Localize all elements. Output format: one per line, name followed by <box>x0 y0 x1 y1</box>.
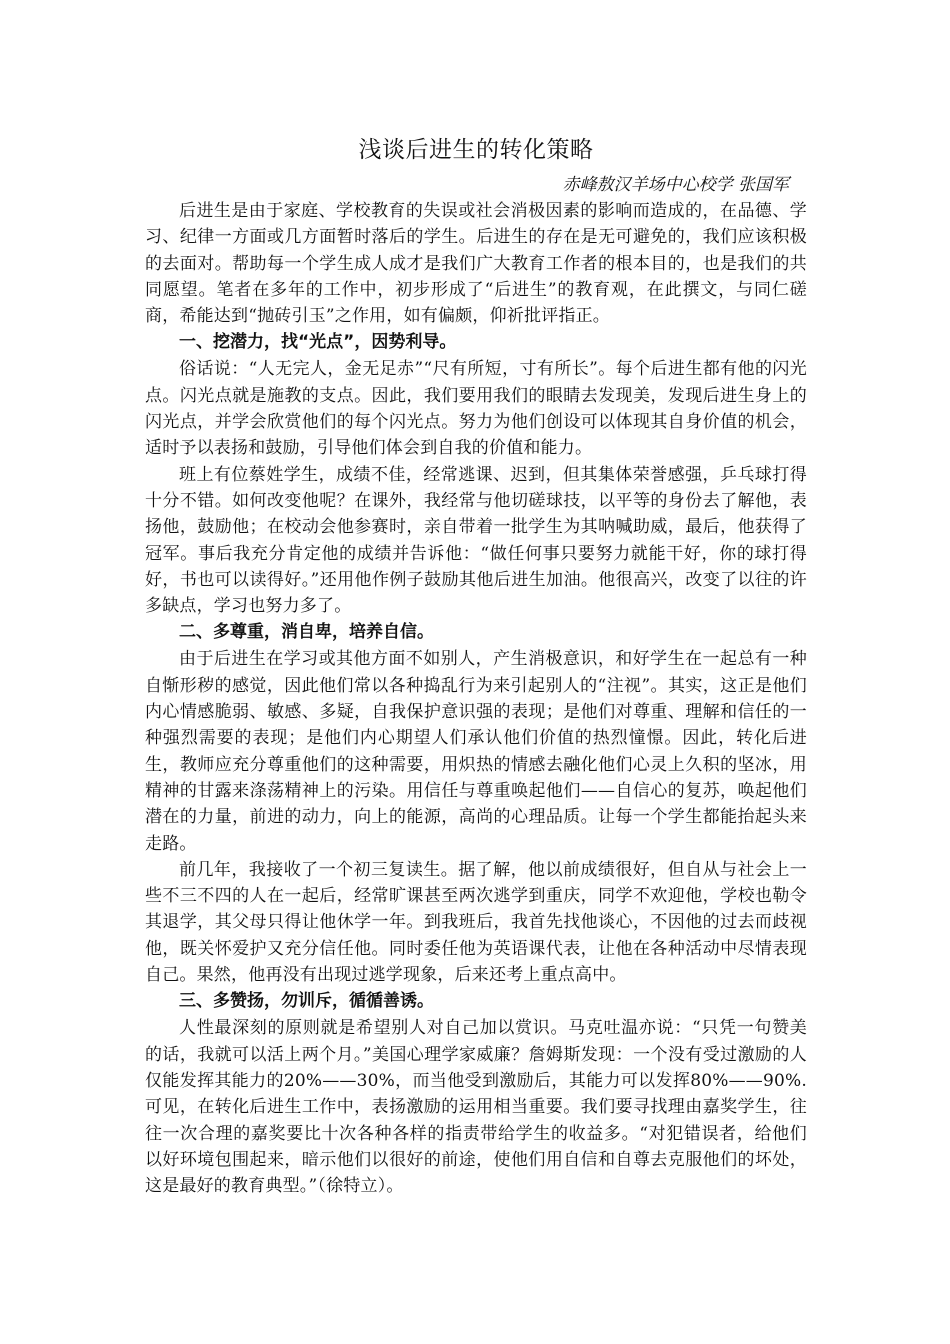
document-title: 浅谈后进生的转化策略 <box>358 137 594 163</box>
document-page <box>145 130 807 1199</box>
section-heading-1: 一、挖潜力，找“光点”，因势利导。 <box>179 332 457 353</box>
paragraph: 班上有位蔡姓学生，成绩不佳，经常逃课、迟到，但其集体荣誉感强，乒乓球打得十分不错。如何改变他呢？在课外，我经常与他切磋球技，以平等的身份去了解他，表扬他，鼓励他；在校动会他参赛时，亲自带着一批学生为其呐喊助威，最后，他获得了冠军。事后我充分肯定他的成绩并告诉他：“做任何事只要努力就能干好，你的球打得好，书也可以读得好。”还用他作例子鼓励其他后进生加油。他很高兴，改变了以往的许多缺点，学习也努力多了。 <box>145 464 807 617</box>
paragraph: 前几年，我接收了一个初三复读生。据了解，他以前成绩很好，但自从与社会上一些不三不四的人在一起后，经常旷课甚至两次逃学到重庆，同学不欢迎他，学校也勒令其退学，其父母只得让他休学一年。到我班后，我首先找他谈心，不因他的过去而歧视他，既关怀爱护又充分信任他。同时委任他为英语课代表，让他在各种活动中尽情表现自己。果然，他再没有出现过逃学现象，后来还考上重点高中。 <box>145 859 807 986</box>
paragraph: 人性最深刻的原则就是希望别人对自己加以赏识。马克吐温亦说：“只凭一句赞美的话，我就可以活上两个月。”美国心理学家威廉？詹姆斯发现：一个没有受过激励的人仅能发挥其能力的20%——30%，而当他受到激励后，其能力可以发挥80%——90%.可见，在转化后进生工作中，表扬激励的运用相当重要。我们要寻找理由嘉奖学生，往往一次合理的嘉奖要比十次各种各样的指责带给学生的收益多。“对犯错误者，给他们以好环境包围起来，暗示他们以很好的前途，使他们用自信和自尊去克服他们的坏处，这是最好的教育典型。”（徐特立）。 <box>145 1018 807 1197</box>
section-heading-3: 三、多赞扬，勿训斥，循循善诱。 <box>179 991 434 1012</box>
document-author: 赤峰敖汉羊场中心校学 张国军 <box>562 175 789 195</box>
paragraph: 由于后进生在学习或其他方面不如别人，产生消极意识，和好学生在一起总有一种自惭形秽的感觉，因此他们常以各种捣乱行为来引起别人的“注视”。其实，这正是他们内心情感脆弱、敏感、多疑，自我保护意识强的表现；是他们对尊重、理解和信任的一种强烈需要的表现；是他们内心期望人们承认他们价值的热烈憧憬。因此，转化后进生，教师应充分尊重他们的这种需要，用炽热的情感去融化他们心灵上久积的坚冰，用精神的甘露来涤荡精神上的污染。用信任与尊重唤起他们——自信心的复苏，唤起他们潜在的力量，前进的动力，向上的能源，高尚的心理品质。让每一个学生都能抬起头来走路。 <box>145 649 807 854</box>
section-heading-2: 二、多尊重，消自卑，培养自信。 <box>179 622 434 643</box>
paragraph: 俗话说：“人无完人，金无足赤”“尺有所短，寸有所长”。每个后进生都有他的闪光点。闪光点就是施教的支点。因此，我们要用我们的眼睛去发现美，发现后进生身上的闪光点，并学会欣赏他们的每个闪光点。努力为他们创设可以体现其自身价值的机会，适时予以表扬和鼓励，引导他们体会到自我的价值和能力。 <box>145 359 807 459</box>
paragraph-intro: 后进生是由于家庭、学校教育的失误或社会消极因素的影响而造成的，在品德、学习、纪律一方面或几方面暂时落后的学生。后进生的存在是无可避免的，我们应该积极的去面对。帮助每一个学生成人成才是我们广大教育工作者的根本目的，也是我们的共同愿望。笔者在多年的工作中，初步形成了“后进生”的教育观，在此撰文，与同仁磋商，希能达到“抛砖引玉”之作用，如有偏颇，仰祈批评指正。 <box>145 201 807 327</box>
